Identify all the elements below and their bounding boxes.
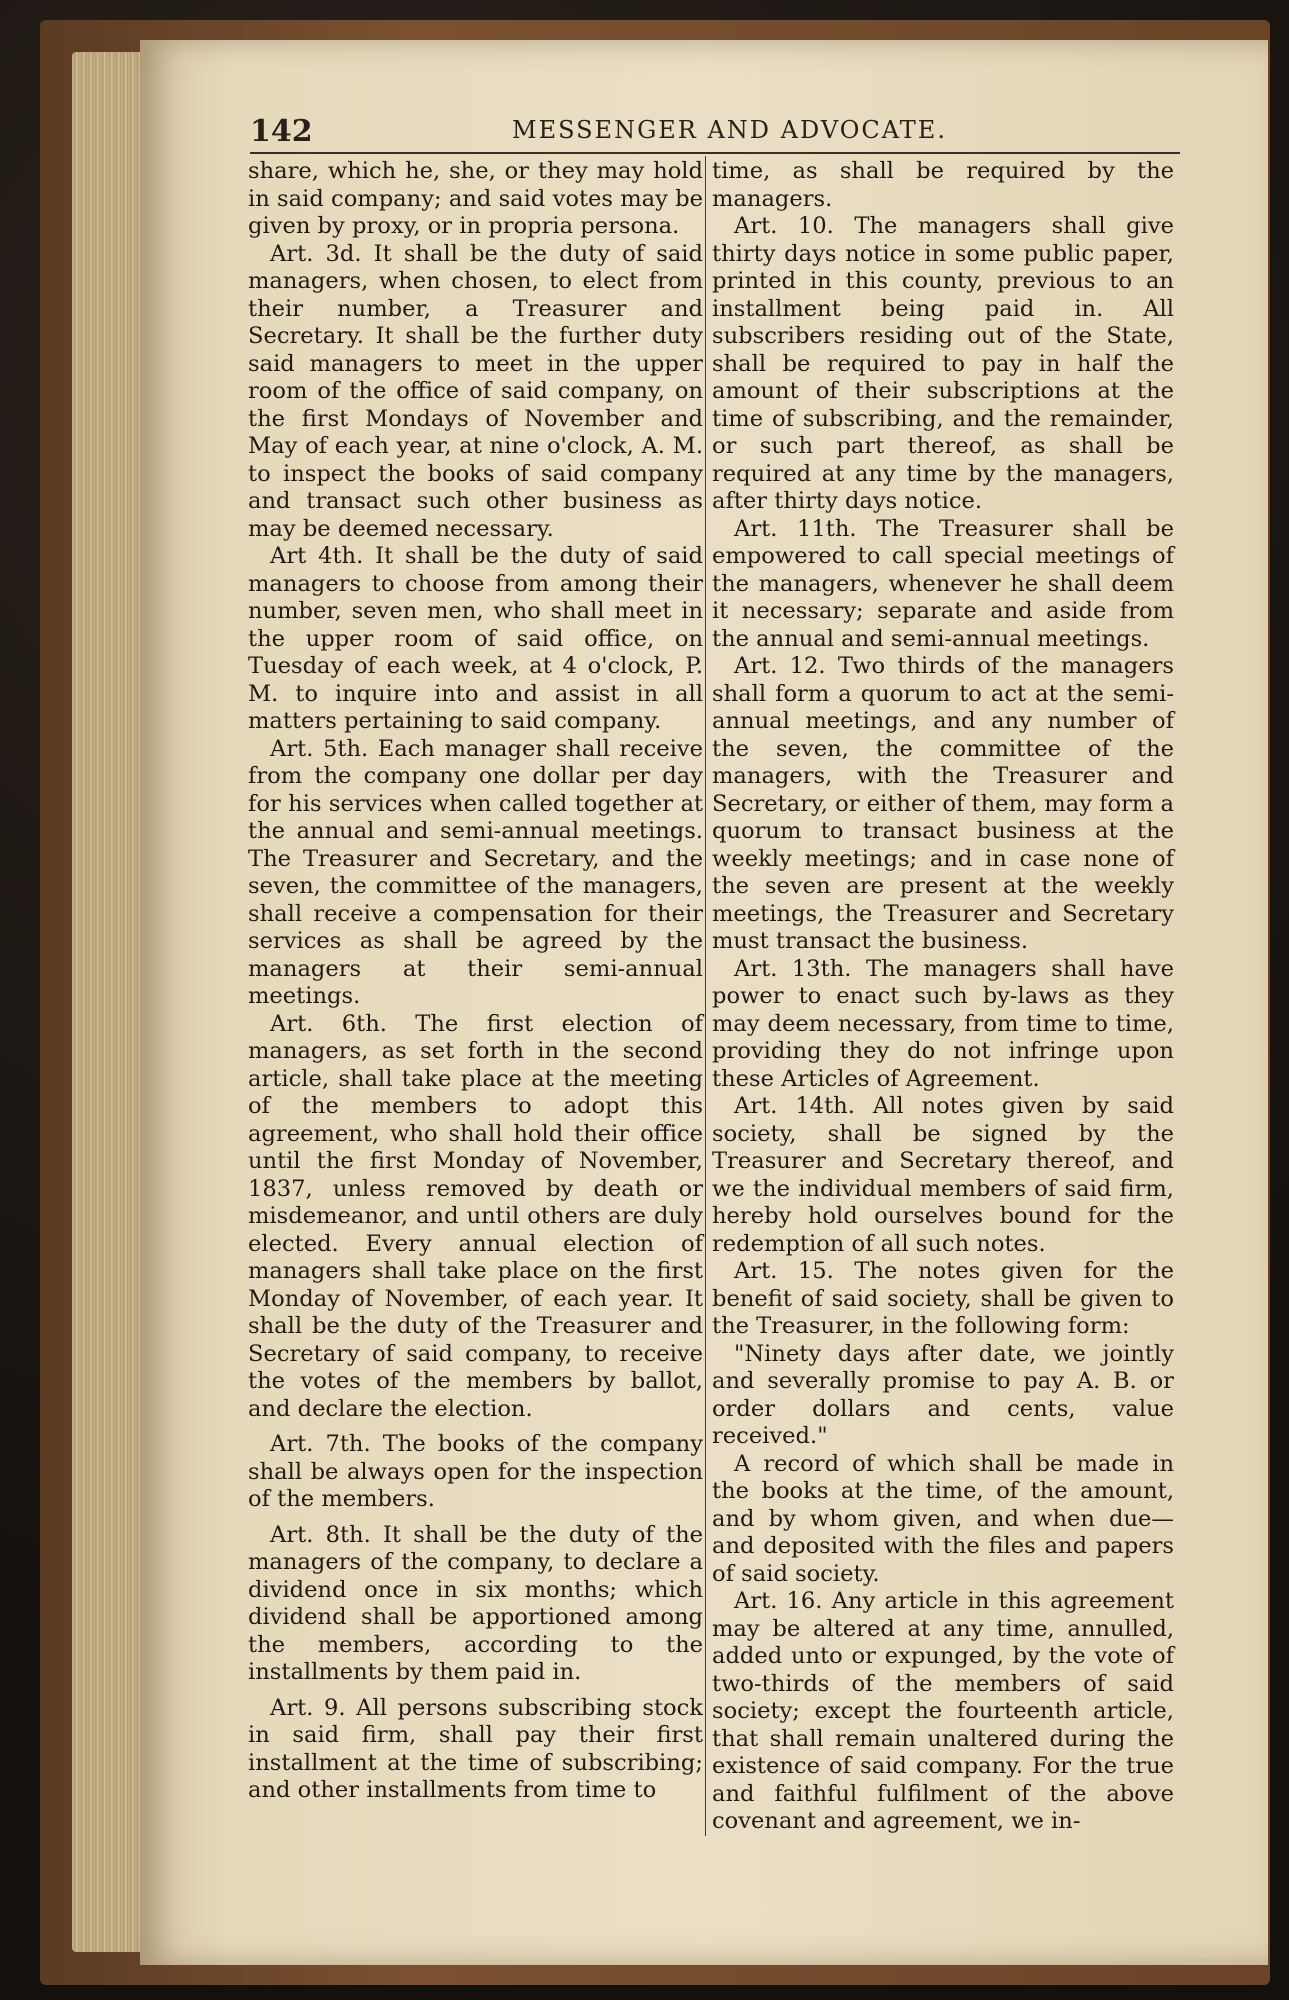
paragraph: Art. 12. Two thirds of the managers shall form a quorum to act at the semi-annual meetings, and any number of the seven, the committee of the managers, with the Treasurer and Secretary, or either of them, may form a quorum to transact business at the weekly meetings; and in case none of the seven are present at the weekly meetings, the Treasurer and Secretary must transact the business.	[712, 653, 1174, 954]
left-column	[248, 158, 703, 1805]
running-title: MESSENGER AND ADVOCATE.	[512, 116, 947, 144]
column-rule	[705, 156, 706, 1836]
paragraph: Art. 6th. The first election of managers, as set forth in the second article, shall take place at the meeting of the members to adopt this agreement, who shall hold their office until the first Monday of November, 1837, unless removed by death or misdemeanor, and until others are duly elected. Every annual election of managers shall take place on the first Monday of November, of each year. It shall be the duty of the Treasurer and Secretary of said company, to receive the votes of the members by ballot, and declare the election.	[248, 1010, 703, 1422]
paragraph: Art. 13th. The managers shall have power to enact such by-laws as they may deem necessary, from time to time, providing they do not infringe upon these Articles of Agreement.	[712, 955, 1174, 1092]
paragraph: Art. 10. The managers shall give thirty days notice in some public paper, printed in this county, previous to an installment being paid in. All subscribers residing out of the State, shall be required to pay in half the amount of their subscriptions at the time of subscribing, and the remainder, or such part thereof, as shall be required at any time by the managers, after thirty days notice.	[712, 213, 1174, 514]
paragraph: time, as shall be required by the managers.	[712, 158, 1174, 212]
paragraph: "Ninety days after date, we jointly and severally promise to pay A. B. or order dollars and cents, value received."	[712, 1340, 1174, 1449]
paragraph: Art. 11th. The Treasurer shall be empowered to call special meetings of the managers, whenever he shall deem it necessary; separate and aside from the annual and semi-annual meetings.	[712, 515, 1174, 652]
paragraph: Art. 16. Any article in this agreement may be altered at any time, annulled, added unto or expunged, by the vote of two-thirds of the members of said society; except the fourteenth article, that shall remain unaltered during the existence of said company. For the true and faithful fulfilment of the above covenant and agreement, we in-	[712, 1588, 1174, 1834]
right-column	[712, 158, 1174, 1836]
paragraph: Art. 3d. It shall be the duty of said managers, when chosen, to elect from their number, a Treasurer and Secretary. It shall be the further duty said managers to meet in the upper room of the office of said company, on the first Mondays of November and May of each year, at nine o'clock, A. M. to inspect the books of said company and transact such other business as may be deemed necessary.	[248, 240, 703, 542]
paragraph: share, which he, she, or they may hold in said company; and said votes may be given by proxy, or in propria persona.	[248, 158, 703, 239]
paragraph: Art. 15. The notes given for the benefit of said society, shall be given to the Treasurer, in the following form:	[712, 1258, 1174, 1339]
paragraph: Art 4th. It shall be the duty of said managers to choose from among their number, seven men, who shall meet in the upper room of said office, on Tuesday of each week, at 4 o'clock, P. M. to inquire into and assist in all matters pertaining to said company.	[248, 543, 703, 734]
page-header	[250, 112, 1180, 152]
paragraph: Art. 7th. The books of the company shall be always open for the inspection of the members.	[248, 1431, 703, 1512]
paragraph: Art. 5th. Each manager shall receive from the company one dollar per day for his services when called together at the annual and semi-annual meetings. The Treasurer and Secretary, and the seven, the committee of the managers, shall receive a compensation for their services as shall be agreed by the managers at their semi-annual meetings.	[248, 735, 703, 1009]
page-number: 142	[250, 114, 313, 149]
paragraph: Art. 9. All persons subscribing stock in said firm, shall pay their first installment at the time of subscribing; and other installments from time to	[248, 1694, 703, 1803]
header-rule	[250, 152, 1180, 154]
paragraph: Art. 14th. All notes given by said society, shall be signed by the Treasurer and Secretary thereof, and we the individual members of said firm, hereby hold ourselves bound for the redemption of all such notes.	[712, 1093, 1174, 1257]
paragraph: A record of which shall be made in the books at the time, of the amount, and by whom given, and when due—and deposited with the files and papers of said society.	[712, 1450, 1174, 1587]
paragraph: Art. 8th. It shall be the duty of the managers of the company, to declare a dividend once in six months; which dividend shall be apportioned among the members, according to the installments by them paid in.	[248, 1521, 703, 1685]
